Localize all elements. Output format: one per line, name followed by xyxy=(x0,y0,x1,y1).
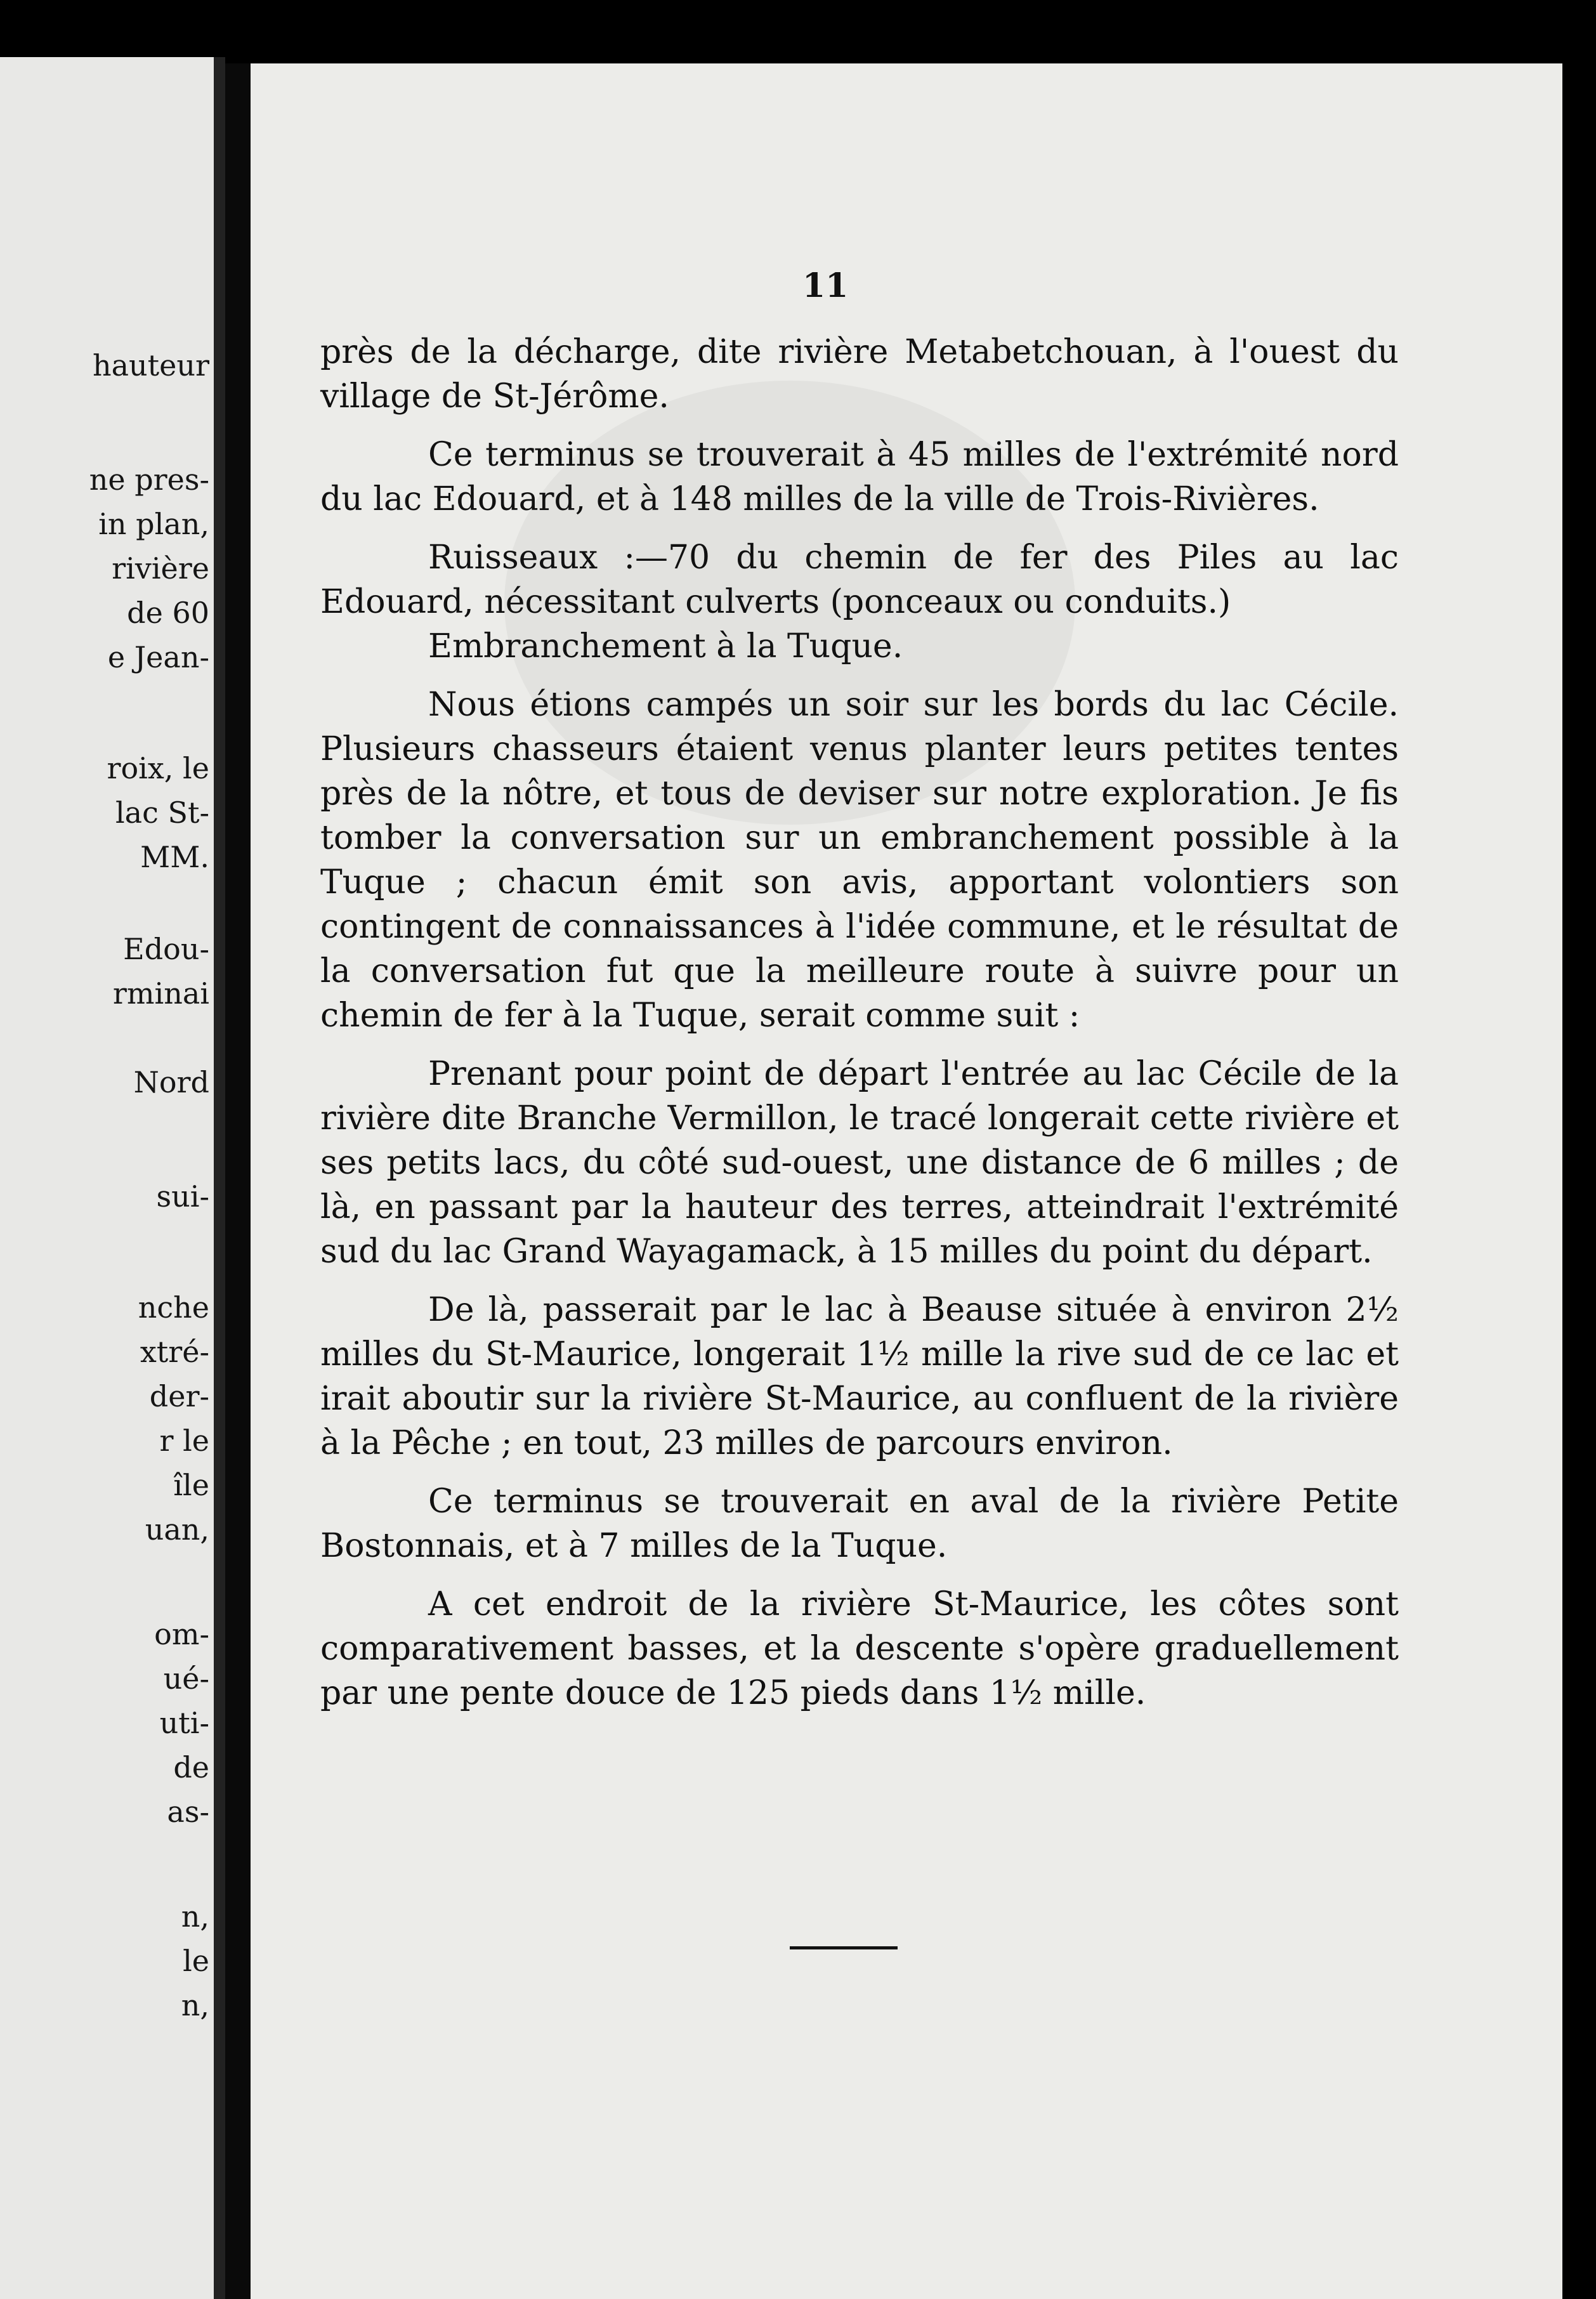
left-page-line: om- xyxy=(154,1617,209,1651)
left-page-line: rminai xyxy=(112,976,209,1011)
left-page-line: ué- xyxy=(163,1661,209,1696)
left-page-line: de xyxy=(173,1750,209,1785)
left-page-gutter xyxy=(214,57,225,2299)
left-page-line: uti- xyxy=(159,1706,209,1740)
left-page-line: rivière xyxy=(112,551,209,586)
left-page-line: xtré- xyxy=(140,1335,209,1369)
paragraph: A cet endroit de la rivière St-Maurice, les côtes sont comparativement basses, et la descente s'opère graduellement par une pente douce de 125 pieds dans 1½ mille. xyxy=(320,1585,1399,1712)
left-page-line: de 60 xyxy=(127,596,209,630)
left-page-line: Edou- xyxy=(123,932,209,966)
paragraph: Embranchement à la Tuque. xyxy=(428,627,903,665)
left-page-fragment xyxy=(0,57,225,2299)
section-divider-rule xyxy=(790,1946,898,1949)
left-page-line: ne pres- xyxy=(89,462,209,497)
left-page-line: nche xyxy=(138,1290,209,1325)
left-page-line: n, xyxy=(181,1899,209,1934)
left-page-line: MM. xyxy=(140,840,209,874)
page-number: 11 xyxy=(802,266,849,305)
paragraph: Ruisseaux :—70 du chemin de fer des Piles au lac Edouard, nécessitant culverts (ponceaux ou conduits.) xyxy=(320,539,1399,621)
left-page-line: n, xyxy=(181,1988,209,2022)
book-spine xyxy=(225,63,251,2299)
left-page-line: le xyxy=(183,1944,209,1978)
left-page-line: roix, le xyxy=(107,751,209,785)
left-page-line: e Jean- xyxy=(107,640,209,674)
left-page-line: sui- xyxy=(156,1179,209,1214)
paragraph: Nous étions campés un soir sur les bords du lac Cécile. Plusieurs chasseurs étaient venus planter leurs petites tentes près de la nôtre, et tous de deviser sur notre exploration. Je fis tomber la conversation sur un embranchement possible à la Tuque ; chacun émit son avis, apportant volontiers son contingent de connaissances à l'idée commune, et le résultat de la conversation fut que la meilleure route à suivre pour un chemin de fer à la Tuque, serait comme suit : xyxy=(320,686,1399,1035)
paragraph: Ce terminus se trouverait en aval de la rivière Petite Bostonnais, et à 7 milles de la Tuque. xyxy=(320,1483,1399,1565)
page xyxy=(251,63,1562,2299)
left-page-line: lac St- xyxy=(115,796,209,830)
left-page-line: île xyxy=(173,1468,209,1502)
left-page-line: r le xyxy=(159,1424,209,1458)
left-page-line: hauteur xyxy=(93,348,209,383)
left-page-line: as- xyxy=(167,1795,209,1829)
paragraph: près de la décharge, dite rivière Metabetchouan, à l'ouest du village de St-Jérôme. xyxy=(320,333,1399,416)
paragraph: De là, passerait par le lac à Beause située à environ 2½ milles du St-Maurice, longerait 1½ mille la rive sud de ce lac et irait aboutir sur la rivière St-Maurice, au confluent de la rivière à la Pêche ; en tout, 23 milles de parcours environ. xyxy=(320,1291,1399,1462)
left-page-line: der- xyxy=(149,1379,209,1413)
left-page-line: in plan, xyxy=(98,507,209,541)
paragraph: Ce terminus se trouverait à 45 milles de l'extrémité nord du lac Edouard, et à 148 milles de la ville de Trois-Rivières. xyxy=(320,436,1399,518)
left-page-line: Nord xyxy=(133,1065,209,1099)
body-text xyxy=(320,330,1399,1715)
paragraph: Prenant pour point de départ l'entrée au lac Cécile de la rivière dite Branche Vermillon, le tracé longerait cette rivière et ses petits lacs, du côté sud-ouest, une distance de 6 milles ; de là, en passant par la hauteur des terres, atteindrait l'extrémité sud du lac Grand Wayagamack, à 15 milles du point du départ. xyxy=(320,1055,1399,1271)
left-page-line: uan, xyxy=(145,1512,209,1547)
